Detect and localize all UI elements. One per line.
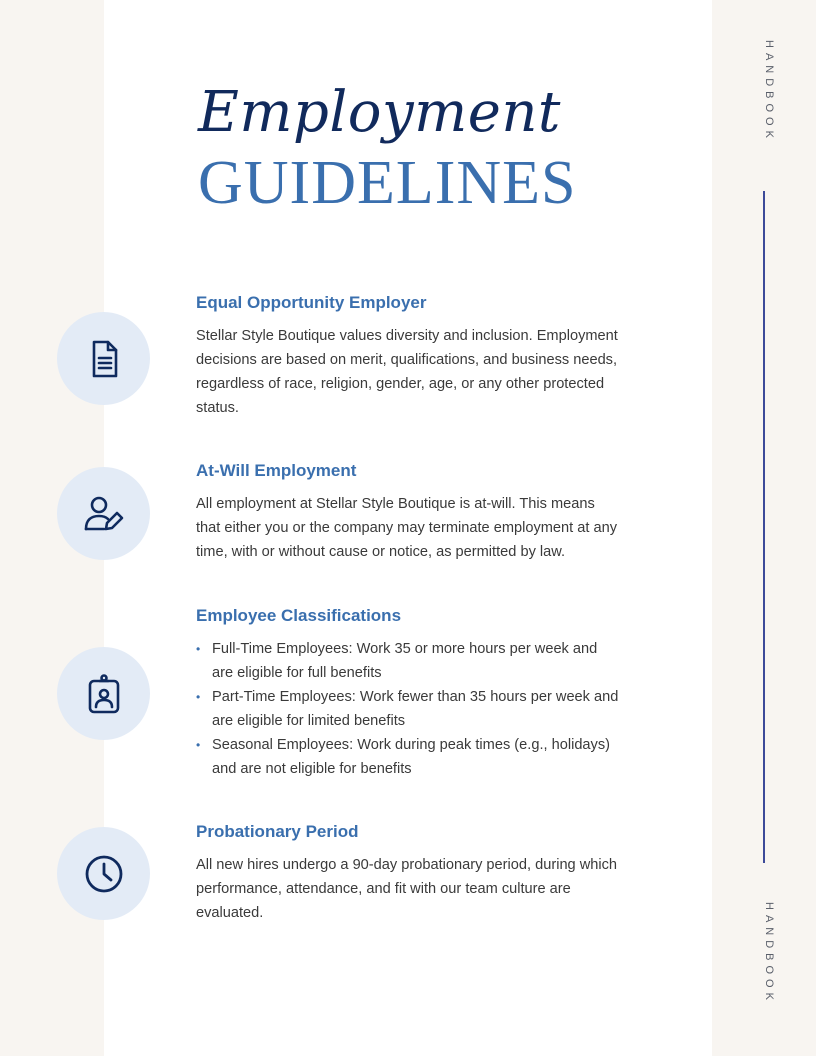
section-body: All employment at Stellar Style Boutique is at-will. This means that either you or the company may terminate employment at any time, with or without cause or notice, as permitted by law. <box>196 496 617 560</box>
side-label-bottom: HANDBOOK <box>763 902 775 1005</box>
list-item-text: Full-Time Employees: Work 35 or more hours per week and are eligible for full benefits <box>212 641 598 681</box>
bullet: • <box>196 642 201 656</box>
list-item-text: Part-Time Employees: Work fewer than 35 hours per week and are eligible for limited benefits <box>212 689 619 729</box>
section-icon-circle <box>57 647 150 740</box>
side-divider-line <box>763 191 765 863</box>
id-badge-icon <box>82 672 126 716</box>
user-edit-icon <box>82 492 126 536</box>
section-at-will <box>196 460 620 564</box>
section-icon-circle <box>57 467 150 560</box>
section-heading: Equal Opportunity Employer <box>196 293 427 312</box>
section-probation <box>196 821 620 925</box>
classification-list <box>196 637 620 781</box>
section-heading: Probationary Period <box>196 822 359 841</box>
title-script: Employment <box>198 80 561 145</box>
section-heading: At-Will Employment <box>196 461 357 480</box>
bullet: • <box>196 690 201 704</box>
side-label-top: HANDBOOK <box>763 40 775 143</box>
section-icon-circle <box>57 312 150 405</box>
bullet: • <box>196 738 201 752</box>
section-icon-circle <box>57 827 150 920</box>
list-item <box>196 637 620 685</box>
document-icon <box>82 337 126 381</box>
section-equal-opportunity <box>196 292 620 420</box>
title-caps: GUIDELINES <box>198 149 577 217</box>
section-body: Stellar Style Boutique values diversity and inclusion. Employment decisions are based on merit, qualifications, and business needs, regardless of race, religion, gender, age, or any other protected status. <box>196 328 618 416</box>
section-heading: Employee Classifications <box>196 606 402 625</box>
section-classifications <box>196 605 620 781</box>
list-item-text: Seasonal Employees: Work during peak times (e.g., holidays) and are not eligible for benefits <box>212 737 611 777</box>
list-item <box>196 733 620 781</box>
clock-icon <box>82 852 126 896</box>
section-body: All new hires undergo a 90-day probationary period, during which performance, attendance, and fit with our team culture are evaluated. <box>196 857 618 921</box>
list-item <box>196 685 620 733</box>
